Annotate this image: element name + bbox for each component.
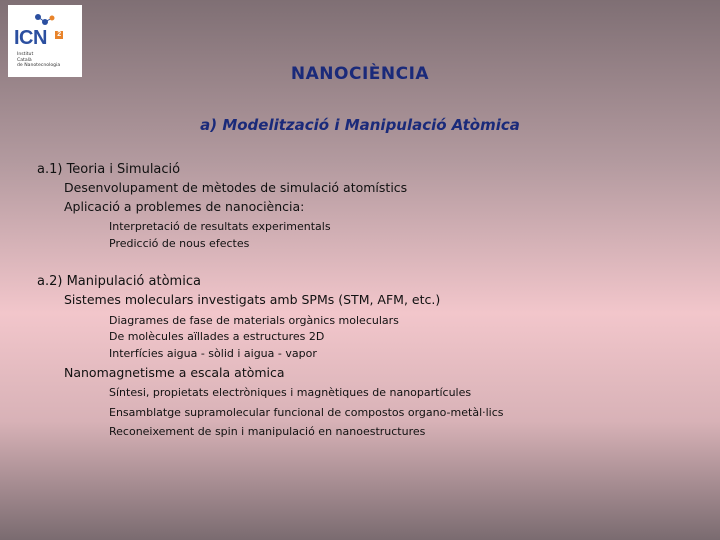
section2-subitem: Diagrames de fase de materials orgànics moleculars	[109, 314, 399, 327]
section2-subitem: Ensamblatge supramolecular funcional de compostos organo-metàl·lics	[109, 406, 504, 419]
section2-item: Nanomagnetisme a escala atòmica	[64, 365, 285, 380]
page-title: NANOCIÈNCIA	[290, 64, 430, 84]
section1-item: Aplicació a problemes de nanociència:	[64, 199, 305, 214]
section2-subitem: Interfícies aigua - sòlid i aigua - vapor	[109, 347, 317, 360]
logo-mark-text: ICN	[14, 27, 47, 49]
logo-sub-line: Institut	[17, 52, 34, 57]
section2-subitem: Síntesi, propietats electròniques i magnètiques de nanopartícules	[109, 386, 472, 399]
logo-sub-line: Català	[17, 57, 32, 63]
section2-subitem: Reconeixement de spin i manipulació en nanoestructures	[109, 425, 426, 438]
section2-subitem: De molècules aïllades a estructures 2D	[109, 330, 325, 343]
section1-heading: a.1) Teoria i Simulació	[37, 162, 181, 177]
logo-mark	[14, 27, 61, 50]
logo-sub-line: de Nanotecnologia	[17, 63, 61, 69]
section1-subitem: Interpretació de resultats experimentals	[109, 220, 331, 233]
section1-item: Desenvolupament de mètodes de simulació atomístics	[64, 180, 408, 195]
page-subtitle: a) Modelització i Manipulació Atòmica	[200, 116, 520, 134]
section1-subitem: Predicció de nous efectes	[109, 237, 250, 250]
section2-heading: a.2) Manipulació atòmica	[37, 274, 201, 289]
logo-mark-sup: 2	[55, 31, 63, 39]
section2-item: Sistemes moleculars investigats amb SPMs (STM, AFM, etc.)	[64, 292, 441, 307]
